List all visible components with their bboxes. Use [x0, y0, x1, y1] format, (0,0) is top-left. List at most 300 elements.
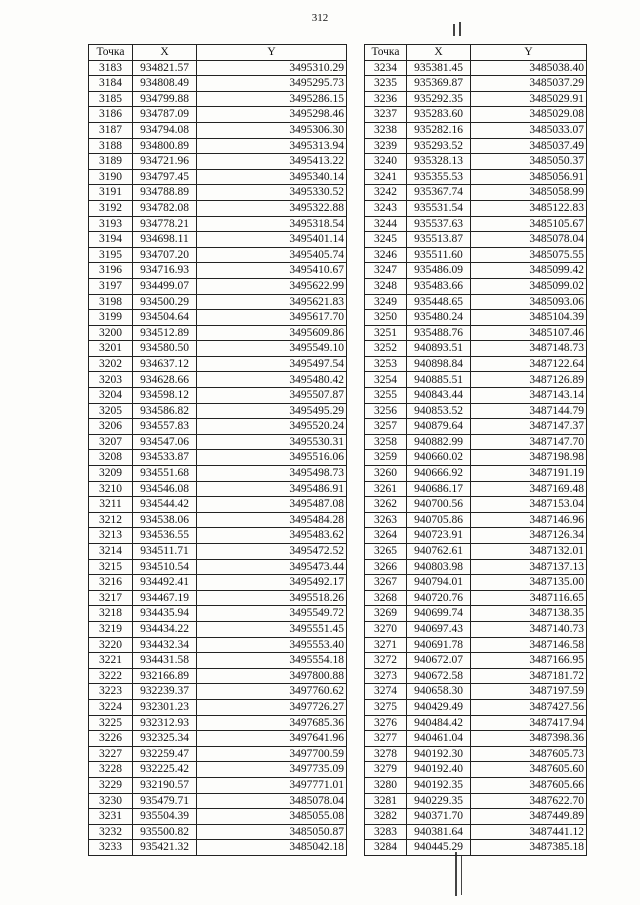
x-cell: 934707.20 [133, 247, 197, 263]
table-row [365, 606, 587, 622]
x-cell: 940192.40 [407, 762, 471, 778]
y-cell: 3487147.70 [471, 434, 587, 450]
table-row [89, 777, 347, 793]
table-row [365, 325, 587, 341]
table-row [89, 403, 347, 419]
table-body [89, 60, 347, 855]
table-row [89, 668, 347, 684]
y-cell: 3487135.00 [471, 575, 587, 591]
y-cell: 3487441.12 [471, 824, 587, 840]
table-row [89, 356, 347, 372]
point-cell: 3267 [365, 575, 407, 591]
point-cell: 3227 [89, 746, 133, 762]
x-cell: 934504.64 [133, 310, 197, 326]
x-cell: 934788.89 [133, 185, 197, 201]
page-number: 312 [311, 12, 329, 24]
x-cell: 934533.87 [133, 450, 197, 466]
x-cell: 935367.74 [407, 185, 471, 201]
y-cell: 3487622.70 [471, 793, 587, 809]
table-row [89, 169, 347, 185]
point-cell: 3201 [89, 341, 133, 357]
table-row [89, 621, 347, 637]
x-cell: 940484.42 [407, 715, 471, 731]
binding-mark-bottom [455, 852, 457, 896]
header-x: X [407, 45, 471, 61]
table-row [89, 824, 347, 840]
point-cell: 3281 [365, 793, 407, 809]
table-row [365, 247, 587, 263]
point-cell: 3241 [365, 169, 407, 185]
point-cell: 3189 [89, 154, 133, 170]
y-cell: 3497800.88 [197, 668, 347, 684]
point-cell: 3284 [365, 840, 407, 856]
table-row [365, 668, 587, 684]
y-cell: 3485099.42 [471, 263, 587, 279]
point-cell: 3260 [365, 466, 407, 482]
point-cell: 3216 [89, 575, 133, 591]
table-row [89, 653, 347, 669]
x-cell: 934434.22 [133, 621, 197, 637]
point-cell: 3185 [89, 91, 133, 107]
y-cell: 3485107.46 [471, 325, 587, 341]
table-row [89, 91, 347, 107]
point-cell: 3240 [365, 154, 407, 170]
x-cell: 935479.71 [133, 793, 197, 809]
y-cell: 3495518.26 [197, 590, 347, 606]
point-cell: 3194 [89, 232, 133, 248]
x-cell: 932312.93 [133, 715, 197, 731]
table-row [89, 559, 347, 575]
point-cell: 3233 [89, 840, 133, 856]
table-header-row [89, 45, 347, 61]
x-cell: 934637.12 [133, 356, 197, 372]
x-cell: 940672.58 [407, 668, 471, 684]
table-row [89, 154, 347, 170]
x-cell: 934797.45 [133, 169, 197, 185]
y-cell: 3495413.22 [197, 154, 347, 170]
y-cell: 3495621.83 [197, 294, 347, 310]
table-row [365, 154, 587, 170]
table-row [365, 466, 587, 482]
y-cell: 3495549.10 [197, 341, 347, 357]
point-cell: 3228 [89, 762, 133, 778]
x-cell: 935421.32 [133, 840, 197, 856]
point-cell: 3278 [365, 746, 407, 762]
point-cell: 3203 [89, 372, 133, 388]
x-cell: 940429.49 [407, 699, 471, 715]
point-cell: 3215 [89, 559, 133, 575]
table-row [365, 481, 587, 497]
point-cell: 3226 [89, 731, 133, 747]
x-cell: 940720.76 [407, 590, 471, 606]
point-cell: 3193 [89, 216, 133, 232]
table-row [365, 107, 587, 123]
point-cell: 3266 [365, 559, 407, 575]
y-cell: 3485122.83 [471, 200, 587, 216]
point-cell: 3257 [365, 419, 407, 435]
point-cell: 3274 [365, 684, 407, 700]
point-cell: 3273 [365, 668, 407, 684]
y-cell: 3487197.59 [471, 684, 587, 700]
y-cell: 3495330.52 [197, 185, 347, 201]
point-cell: 3244 [365, 216, 407, 232]
x-cell: 934821.57 [133, 60, 197, 76]
table-row [89, 122, 347, 138]
point-cell: 3190 [89, 169, 133, 185]
x-cell: 932190.57 [133, 777, 197, 793]
x-cell: 935511.60 [407, 247, 471, 263]
x-cell: 940699.74 [407, 606, 471, 622]
table-row [89, 746, 347, 762]
y-cell: 3485037.49 [471, 138, 587, 154]
x-cell: 940686.17 [407, 481, 471, 497]
y-cell: 3485093.06 [471, 294, 587, 310]
table-row [365, 715, 587, 731]
point-cell: 3195 [89, 247, 133, 263]
point-cell: 3221 [89, 653, 133, 669]
y-cell: 3485029.91 [471, 91, 587, 107]
point-cell: 3243 [365, 200, 407, 216]
point-cell: 3270 [365, 621, 407, 637]
point-cell: 3183 [89, 60, 133, 76]
point-cell: 3251 [365, 325, 407, 341]
table-row [365, 684, 587, 700]
x-cell: 935282.16 [407, 122, 471, 138]
y-cell: 3487605.73 [471, 746, 587, 762]
x-cell: 934499.07 [133, 278, 197, 294]
x-cell: 934547.06 [133, 434, 197, 450]
x-cell: 934432.34 [133, 637, 197, 653]
point-cell: 3236 [365, 91, 407, 107]
point-cell: 3191 [89, 185, 133, 201]
point-cell: 3184 [89, 76, 133, 92]
x-cell: 935283.60 [407, 107, 471, 123]
x-cell: 934794.08 [133, 122, 197, 138]
x-cell: 934698.11 [133, 232, 197, 248]
y-cell: 3487122.64 [471, 356, 587, 372]
table-row [89, 247, 347, 263]
point-cell: 3262 [365, 497, 407, 513]
table-row [365, 76, 587, 92]
x-cell: 934716.93 [133, 263, 197, 279]
x-cell: 934787.09 [133, 107, 197, 123]
table-row [89, 388, 347, 404]
x-cell: 935480.24 [407, 310, 471, 326]
x-cell: 932325.34 [133, 731, 197, 747]
x-cell: 934799.88 [133, 91, 197, 107]
y-cell: 3497700.59 [197, 746, 347, 762]
table-row [89, 606, 347, 622]
point-cell: 3214 [89, 544, 133, 560]
x-cell: 935369.87 [407, 76, 471, 92]
point-cell: 3211 [89, 497, 133, 513]
table-row [365, 138, 587, 154]
table-row [365, 419, 587, 435]
table-row [365, 762, 587, 778]
x-cell: 934511.71 [133, 544, 197, 560]
y-cell: 3495473.44 [197, 559, 347, 575]
y-cell: 3485037.29 [471, 76, 587, 92]
x-cell: 940660.02 [407, 450, 471, 466]
y-cell: 3495401.14 [197, 232, 347, 248]
x-cell: 934512.89 [133, 325, 197, 341]
table-row [89, 341, 347, 357]
x-cell: 940445.29 [407, 840, 471, 856]
table-row [365, 263, 587, 279]
point-cell: 3263 [365, 512, 407, 528]
y-cell: 3487146.58 [471, 637, 587, 653]
binding-mark-top [459, 22, 461, 36]
x-cell: 934598.12 [133, 388, 197, 404]
point-cell: 3234 [365, 60, 407, 76]
y-cell: 3485038.40 [471, 60, 587, 76]
y-cell: 3485033.07 [471, 122, 587, 138]
table-row [365, 434, 587, 450]
x-cell: 934500.29 [133, 294, 197, 310]
point-cell: 3199 [89, 310, 133, 326]
point-cell: 3242 [365, 185, 407, 201]
y-cell: 3487143.14 [471, 388, 587, 404]
table-row [365, 232, 587, 248]
y-cell: 3497771.01 [197, 777, 347, 793]
y-cell: 3487398.36 [471, 731, 587, 747]
y-cell: 3495306.30 [197, 122, 347, 138]
x-cell: 940723.91 [407, 528, 471, 544]
table-row [365, 278, 587, 294]
y-cell: 3495495.29 [197, 403, 347, 419]
x-cell: 935448.65 [407, 294, 471, 310]
y-cell: 3495609.86 [197, 325, 347, 341]
table-row [365, 185, 587, 201]
header-y: Y [197, 45, 347, 61]
y-cell: 3495286.15 [197, 91, 347, 107]
y-cell: 3485058.99 [471, 185, 587, 201]
point-cell: 3283 [365, 824, 407, 840]
coordinates-table-left [88, 44, 347, 856]
table-row [89, 138, 347, 154]
table-row [365, 200, 587, 216]
x-cell: 935292.35 [407, 91, 471, 107]
x-cell: 932301.23 [133, 699, 197, 715]
point-cell: 3204 [89, 388, 133, 404]
table-row [365, 512, 587, 528]
x-cell: 940885.51 [407, 372, 471, 388]
point-cell: 3271 [365, 637, 407, 653]
y-cell: 3495486.91 [197, 481, 347, 497]
x-cell: 934510.54 [133, 559, 197, 575]
table-row [89, 715, 347, 731]
y-cell: 3495530.31 [197, 434, 347, 450]
table-row [365, 169, 587, 185]
x-cell: 940762.61 [407, 544, 471, 560]
y-cell: 3485055.08 [197, 809, 347, 825]
point-cell: 3261 [365, 481, 407, 497]
table-row [89, 466, 347, 482]
y-cell: 3495484.28 [197, 512, 347, 528]
table-row [365, 590, 587, 606]
table-row [365, 388, 587, 404]
y-cell: 3495472.52 [197, 544, 347, 560]
point-cell: 3237 [365, 107, 407, 123]
point-cell: 3276 [365, 715, 407, 731]
y-cell: 3495553.40 [197, 637, 347, 653]
point-cell: 3253 [365, 356, 407, 372]
x-cell: 934544.42 [133, 497, 197, 513]
y-cell: 3487427.56 [471, 699, 587, 715]
y-cell: 3495487.08 [197, 497, 347, 513]
point-cell: 3248 [365, 278, 407, 294]
y-cell: 3487385.18 [471, 840, 587, 856]
x-cell: 940461.04 [407, 731, 471, 747]
table-row [365, 60, 587, 76]
y-cell: 3487116.65 [471, 590, 587, 606]
point-cell: 3238 [365, 122, 407, 138]
y-cell: 3487138.35 [471, 606, 587, 622]
table-row [89, 278, 347, 294]
table-row [365, 372, 587, 388]
y-cell: 3485078.04 [471, 232, 587, 248]
x-cell: 935483.66 [407, 278, 471, 294]
x-cell: 934492.41 [133, 575, 197, 591]
x-cell: 935504.39 [133, 809, 197, 825]
x-cell: 935355.53 [407, 169, 471, 185]
y-cell: 3497735.09 [197, 762, 347, 778]
y-cell: 3485075.55 [471, 247, 587, 263]
x-cell: 932239.37 [133, 684, 197, 700]
table-row [365, 122, 587, 138]
table-row [89, 809, 347, 825]
y-cell: 3487146.96 [471, 512, 587, 528]
table-row [89, 294, 347, 310]
x-cell: 934586.82 [133, 403, 197, 419]
y-cell: 3495340.14 [197, 169, 347, 185]
table-row [89, 731, 347, 747]
y-cell: 3495549.72 [197, 606, 347, 622]
y-cell: 3487153.04 [471, 497, 587, 513]
x-cell: 940893.51 [407, 341, 471, 357]
x-cell: 940794.01 [407, 575, 471, 591]
y-cell: 3495492.17 [197, 575, 347, 591]
table-row [365, 310, 587, 326]
x-cell: 940691.78 [407, 637, 471, 653]
x-cell: 934580.50 [133, 341, 197, 357]
x-cell: 934808.49 [133, 76, 197, 92]
point-cell: 3235 [365, 76, 407, 92]
point-cell: 3222 [89, 668, 133, 684]
table-row [365, 403, 587, 419]
point-cell: 3208 [89, 450, 133, 466]
point-cell: 3256 [365, 403, 407, 419]
point-cell: 3250 [365, 310, 407, 326]
x-cell: 940803.98 [407, 559, 471, 575]
point-cell: 3188 [89, 138, 133, 154]
point-cell: 3231 [89, 809, 133, 825]
x-cell: 934557.83 [133, 419, 197, 435]
y-cell: 3495520.24 [197, 419, 347, 435]
table-row [89, 793, 347, 809]
table-row [365, 497, 587, 513]
point-cell: 3209 [89, 466, 133, 482]
table-row [89, 684, 347, 700]
y-cell: 3487148.73 [471, 341, 587, 357]
x-cell: 940700.56 [407, 497, 471, 513]
table-row [89, 76, 347, 92]
table-row [89, 372, 347, 388]
point-cell: 3207 [89, 434, 133, 450]
point-cell: 3255 [365, 388, 407, 404]
y-cell: 3487144.79 [471, 403, 587, 419]
y-cell: 3495480.42 [197, 372, 347, 388]
point-cell: 3198 [89, 294, 133, 310]
y-cell: 3487126.89 [471, 372, 587, 388]
x-cell: 935513.87 [407, 232, 471, 248]
x-cell: 940381.64 [407, 824, 471, 840]
x-cell: 932259.47 [133, 746, 197, 762]
table-row [365, 450, 587, 466]
x-cell: 940882.99 [407, 434, 471, 450]
x-cell: 935328.13 [407, 154, 471, 170]
table-row [89, 590, 347, 606]
y-cell: 3497641.96 [197, 731, 347, 747]
table-row [365, 356, 587, 372]
y-cell: 3495410.67 [197, 263, 347, 279]
x-cell: 932166.89 [133, 668, 197, 684]
table-row [365, 777, 587, 793]
y-cell: 3487140.73 [471, 621, 587, 637]
point-cell: 3249 [365, 294, 407, 310]
point-cell: 3217 [89, 590, 133, 606]
coordinates-table-right [364, 44, 587, 856]
y-cell: 3497760.62 [197, 684, 347, 700]
table-row [89, 263, 347, 279]
point-cell: 3192 [89, 200, 133, 216]
point-cell: 3246 [365, 247, 407, 263]
x-cell: 935500.82 [133, 824, 197, 840]
point-cell: 3275 [365, 699, 407, 715]
y-cell: 3485050.87 [197, 824, 347, 840]
x-cell: 934721.96 [133, 154, 197, 170]
table-row [365, 621, 587, 637]
table-row [365, 824, 587, 840]
table-row [365, 840, 587, 856]
x-cell: 940853.52 [407, 403, 471, 419]
x-cell: 935488.76 [407, 325, 471, 341]
y-cell: 3487169.48 [471, 481, 587, 497]
x-cell: 934538.06 [133, 512, 197, 528]
y-cell: 3495551.45 [197, 621, 347, 637]
y-cell: 3495622.99 [197, 278, 347, 294]
table-row [89, 450, 347, 466]
point-cell: 3280 [365, 777, 407, 793]
y-cell: 3495322.88 [197, 200, 347, 216]
y-cell: 3487198.98 [471, 450, 587, 466]
y-cell: 3495516.06 [197, 450, 347, 466]
table-row [89, 200, 347, 216]
y-cell: 3495313.94 [197, 138, 347, 154]
binding-mark-bottom [461, 855, 462, 895]
table-row [365, 731, 587, 747]
x-cell: 935537.63 [407, 216, 471, 232]
y-cell: 3487417.94 [471, 715, 587, 731]
y-cell: 3495298.46 [197, 107, 347, 123]
y-cell: 3487166.95 [471, 653, 587, 669]
point-cell: 3259 [365, 450, 407, 466]
y-cell: 3495405.74 [197, 247, 347, 263]
point-cell: 3258 [365, 434, 407, 450]
y-cell: 3487191.19 [471, 466, 587, 482]
table-row [365, 341, 587, 357]
y-cell: 3495483.62 [197, 528, 347, 544]
